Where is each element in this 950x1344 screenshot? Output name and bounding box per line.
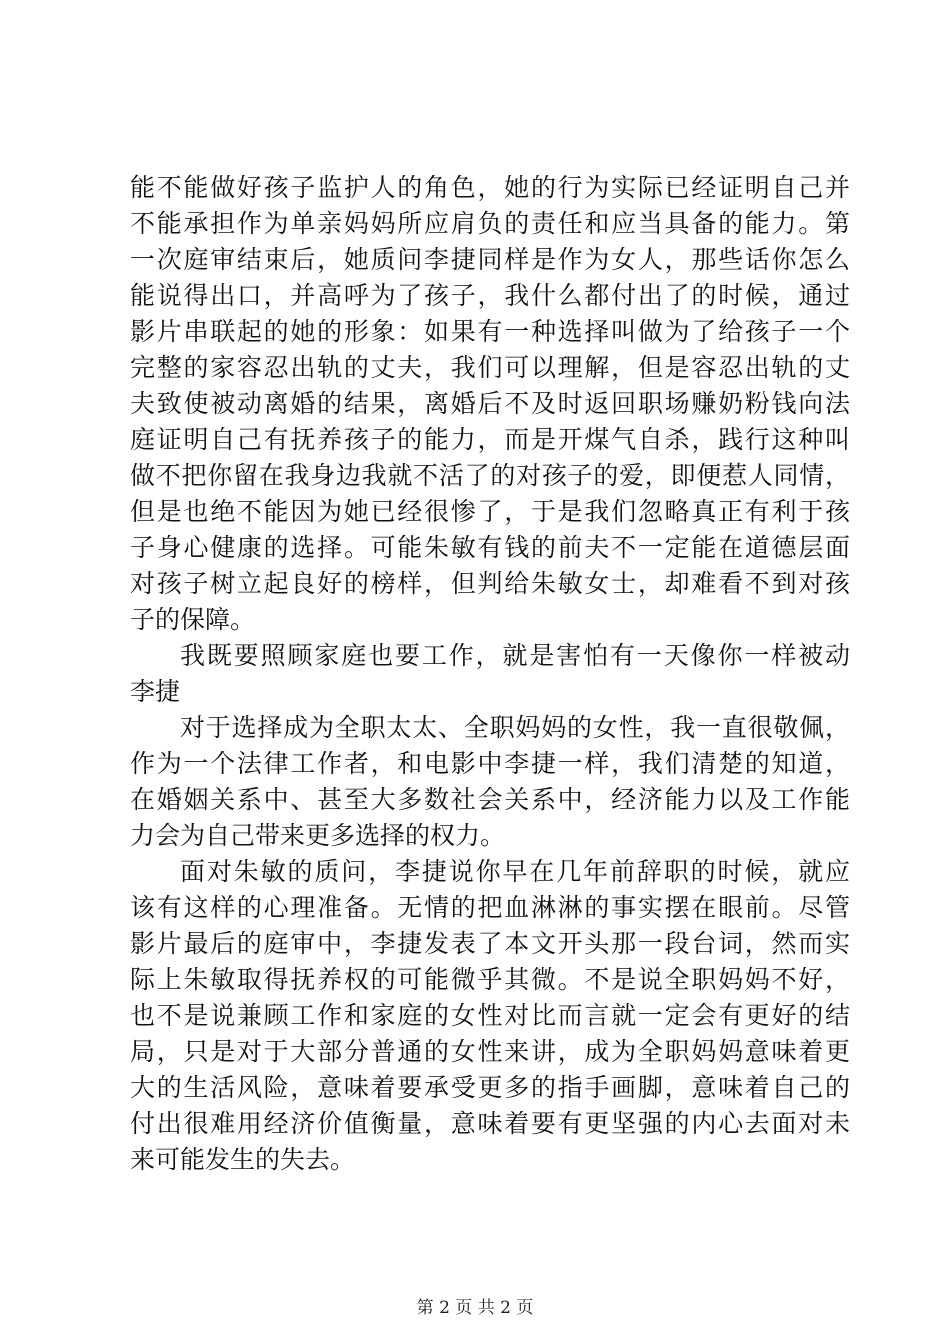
text-line: 在婚姻关系中、甚至大多数社会关系中，经济能力以及工作能 bbox=[130, 785, 850, 814]
text-line: 李捷 bbox=[130, 677, 181, 706]
document-body bbox=[130, 170, 850, 1178]
text-line: 力会为自己带来更多选择的权力。 bbox=[130, 821, 506, 850]
text-line: 完整的家容忍出轨的丈夫，我们可以理解，但是容忍出轨的丈 bbox=[130, 353, 850, 382]
page-number-label: 第 2 页 共 2 页 bbox=[416, 1298, 534, 1318]
text-line: 夫致使被动离婚的结果，离婚后不及时返回职场赚奶粉钱向法 bbox=[130, 389, 850, 418]
text-line: 际上朱敏取得抚养权的可能微乎其微。不是说全职妈妈不好， bbox=[130, 965, 850, 994]
text-line: 做不把你留在我身边我就不活了的对孩子的爱，即便惹人同情， bbox=[130, 461, 850, 490]
page-footer bbox=[0, 1296, 950, 1320]
text-line: 我既要照顾家庭也要工作，就是害怕有一天像你一样被动 bbox=[180, 641, 850, 670]
text-line: 但是也绝不能因为她已经很惨了，于是我们忽略真正有利于孩 bbox=[130, 497, 850, 526]
text-line: 能不能做好孩子监护人的角色，她的行为实际已经证明自己并 bbox=[130, 173, 850, 202]
text-line: 来可能发生的失去。 bbox=[130, 1145, 356, 1174]
text-line: 庭证明自己有抚养孩子的能力，而是开煤气自杀，践行这种叫 bbox=[130, 425, 850, 454]
text-line: 局，只是对于大部分普通的女性来讲，成为全职妈妈意味着更 bbox=[130, 1037, 850, 1066]
text-line: 能说得出口，并高呼为了孩子，我什么都付出了的时候，通过 bbox=[130, 281, 850, 310]
text-line: 不能承担作为单亲妈妈所应肩负的责任和应当具备的能力。第 bbox=[130, 209, 850, 238]
text-line: 面对朱敏的质问，李捷说你早在几年前辞职的时候，就应 bbox=[180, 857, 850, 886]
text-line: 对于选择成为全职太太、全职妈妈的女性，我一直很敬佩， bbox=[180, 713, 850, 742]
text-line: 一次庭审结束后，她质问李捷同样是作为女人，那些话你怎么 bbox=[130, 245, 850, 274]
text-line: 子身心健康的选择。可能朱敏有钱的前夫不一定能在道德层面 bbox=[130, 533, 850, 562]
text-line: 影片串联起的她的形象：如果有一种选择叫做为了给孩子一个 bbox=[130, 317, 850, 346]
text-line: 大的生活风险，意味着要承受更多的指手画脚，意味着自己的 bbox=[130, 1073, 850, 1102]
text-line: 作为一个法律工作者，和电影中李捷一样，我们清楚的知道， bbox=[130, 749, 850, 778]
text-line: 该有这样的心理准备。无情的把血淋淋的事实摆在眼前。尽管 bbox=[130, 893, 850, 922]
text-line: 付出很难用经济价值衡量，意味着要有更坚强的内心去面对未 bbox=[130, 1109, 850, 1138]
text-line: 影片最后的庭审中，李捷发表了本文开头那一段台词，然而实 bbox=[130, 929, 850, 958]
text-line: 子的保障。 bbox=[130, 605, 256, 634]
text-line: 也不是说兼顾工作和家庭的女性对比而言就一定会有更好的结 bbox=[130, 1001, 850, 1030]
text-line: 对孩子树立起良好的榜样，但判给朱敏女士，却难看不到对孩 bbox=[130, 569, 850, 598]
